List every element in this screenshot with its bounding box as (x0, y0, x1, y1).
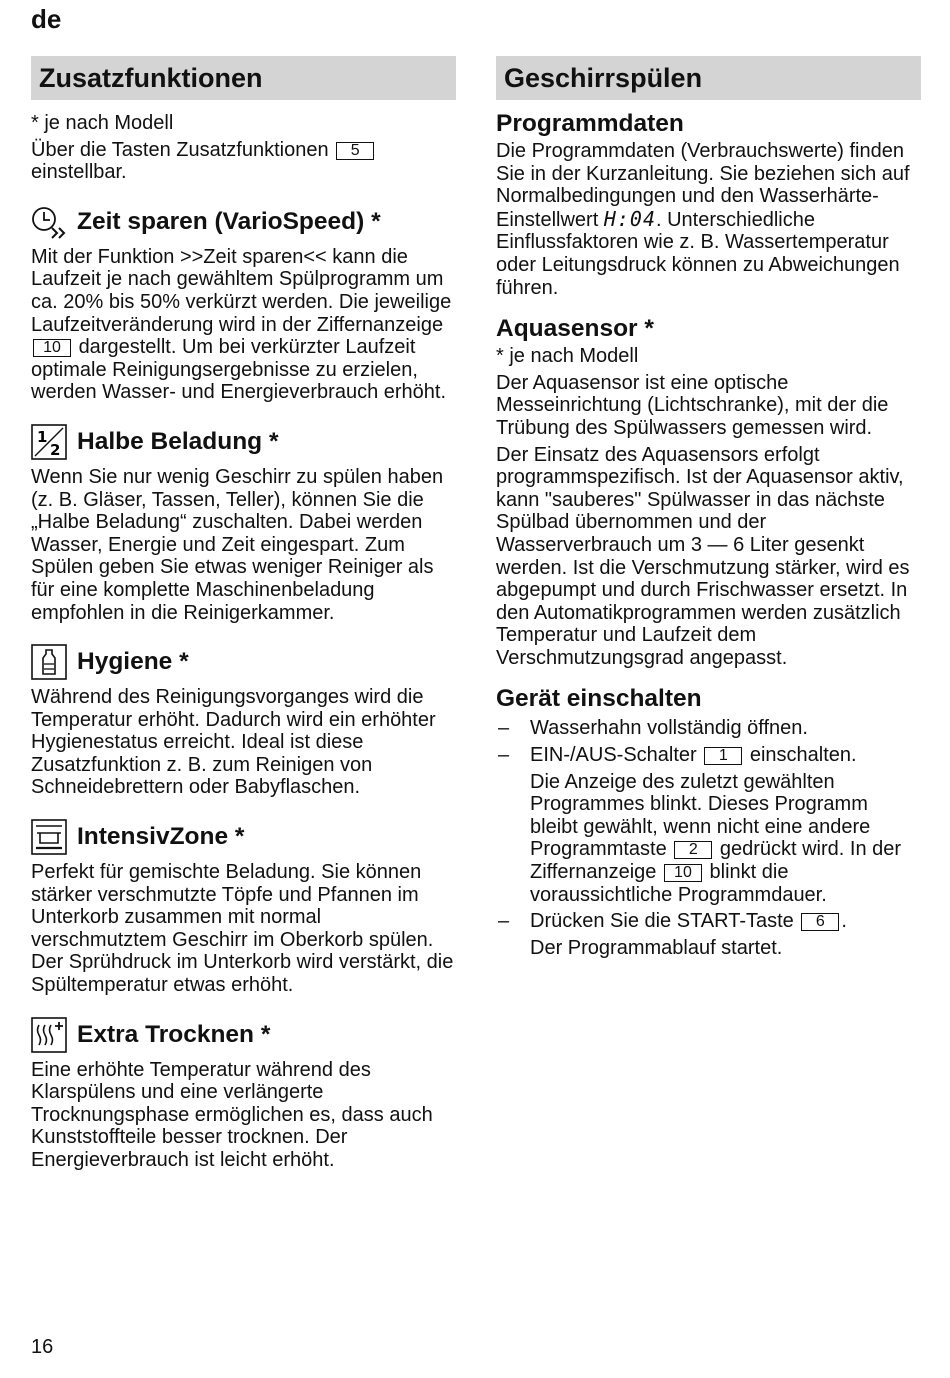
list-item: – Drücken Sie die START-Taste 6 . Der Programmablauf startet. (498, 910, 847, 959)
svg-text:2: 2 (50, 440, 61, 459)
paragraph-aquasensor-1: Der Aquasensor ist eine optische Messeinrichtung (Lichtschranke), mit der die Trübung des Spülwassers gemessen wird. (496, 371, 889, 439)
key-ref: 5 (336, 142, 374, 160)
svg-text:1: 1 (37, 427, 48, 446)
hygiene-bottle-icon (31, 644, 67, 680)
key-ref: 10 (664, 864, 702, 882)
key-ref: 1 (704, 747, 742, 765)
list-item: – EIN-/AUS-Schalter 1 einschalten. Die Anzeige des zuletzt gewählten Programmes blinkt. Dieses Programm bleibt gewählt, wenn nicht eine andere Programmtaste 2 gedrückt wird. In der Ziffernanzeige 10 blinkt die voraussichtliche Programmdauer. (498, 744, 902, 906)
paragraph-intensivzone: Perfekt für gemischte Beladung. Sie können stärker verschmutzte Töpfe und Pfannen im Unterkorb zusammen mit normal verschmutztem Geschirr im Oberkorb spülen. Der Sprühdruck im Unterkorb wird verstärkt, die Spültemperatur etwas erhöht. (31, 861, 454, 997)
key-ref: 6 (801, 913, 839, 931)
steps-list (496, 717, 921, 959)
paragraph-halbe-beladung: Wenn Sie nur wenig Geschirr zu spülen haben (z. B. Gläser, Tassen, Teller), können Sie die „Halbe Beladung“ zuschalten. Dabei werden Wasser, Energie und Zeit eingespart. Zum Spülen geben Sie etwas weniger Reiniger als für eine komplette Maschinenbeladung empfohlen in die Reinigerkammer. (31, 465, 444, 624)
language-code: de (31, 4, 62, 34)
water-hardness-display-value: H:04 (603, 206, 656, 231)
heading-extra-trocknen: Extra Trocknen * (31, 1017, 456, 1053)
intensive-zone-icon (31, 819, 67, 855)
paragraph-zeit-sparen: Mit der Funktion >>Zeit sparen<< kann die Laufzeit je nach gewähltem Spülprogramm um ca. 20% bis 50% verkürzt werden. Die jeweilige Laufzeitveränderung wird in der Ziffernanzeige 10 dargestellt. Um bei verkürzter Laufzeit optimale Reinigungsergebnisse zu erzielen, werden Wasser- und Energieverbrauch erhöht. (31, 245, 452, 404)
key-ref: 10 (33, 339, 71, 357)
key-ref: 2 (674, 841, 712, 859)
half-load-icon (31, 424, 67, 460)
section-banner-zusatzfunktionen: Zusatzfunktionen (31, 56, 456, 100)
paragraph-programmdaten: Die Programmdaten (Verbrauchswerte) finden Sie in der Kurzanleitung. Sie beziehen sich auf Normalbedingungen und den Wasserhärte-Einstellwert H:04. Unterschiedliche Einflussfaktoren wie z. B. Wassertemperatur oder Leitungsdruck können zu Abweichungen führen. (496, 140, 910, 299)
heading-aquasensor: Aquasensor * (496, 315, 654, 343)
clock-fast-icon (31, 204, 67, 240)
footnote: * je nach Modell (496, 345, 639, 368)
heading-intensivzone: IntensivZone * (31, 819, 456, 855)
list-item: – Wasserhahn vollständig öffnen. (498, 717, 808, 740)
heading-hygiene: Hygiene * (31, 644, 456, 680)
page-number: 16 (31, 1336, 54, 1358)
paragraph-hygiene: Während des Reinigungsvorganges wird die Temperatur erhöht. Dadurch wird ein erhöhter Hygienestatus erreicht. Ideal ist diese Zusatzfunktion z. B. zum Reinigen von Schneidebrettern oder Babyflaschen. (31, 686, 436, 799)
heading-zeit-sparen: Zeit sparen (VarioSpeed) * (31, 204, 456, 240)
left-column (31, 56, 456, 1172)
paragraph-extra-trocknen: Eine erhöhte Temperatur während des Klarspülens und eine verlängerte Trocknungsphase ermöglichen es, dass auch Kunststoffteile besser trocknen. Der Energieverbrauch ist leicht erhöht. (31, 1058, 433, 1171)
extra-dry-icon (31, 1017, 67, 1053)
paragraph-aquasensor-2: Der Einsatz des Aquasensors erfolgt programmspezifisch. Ist der Aquasensor aktiv, kann "sauberes" Spülwasser in das nächste Spülbad übernommen und der Wasserverbrauch um 3 — 6 Liter gesenkt werden. Ist die Verschmutzung stärker, wird es abgepumpt und durch Frischwasser ersetzt. In den Automatikprogrammen werden zusätzlich Temperatur und Laufzeit dem Verschmutzungsgrad angepasst. (496, 443, 910, 669)
intro-text: Über die Tasten Zusatzfunktionen 5 einstellbar. (31, 139, 456, 184)
heading-programmdaten: Programmdaten (496, 110, 684, 137)
footnote: * je nach Modell (31, 112, 174, 134)
heading-halbe-beladung: 1 2 Halbe Beladung * (31, 424, 456, 460)
heading-geraet-einschalten: Gerät einschalten (496, 685, 702, 713)
right-column (496, 56, 921, 959)
section-banner-geschirrspuelen: Geschirrspülen (496, 56, 921, 100)
